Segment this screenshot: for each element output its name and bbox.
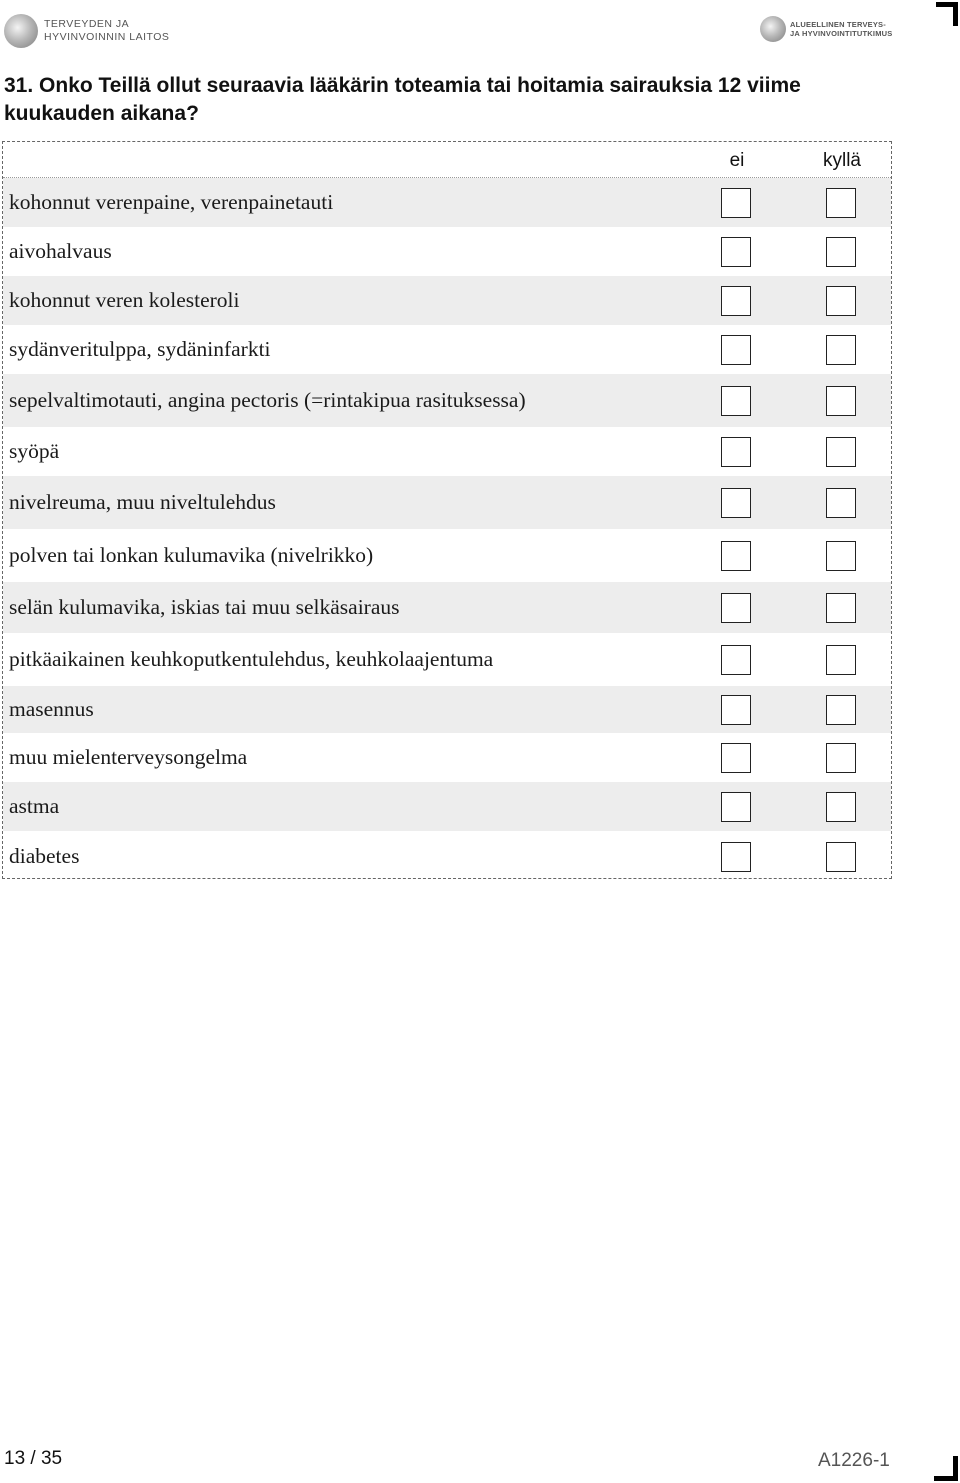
- checkbox-ei[interactable]: [721, 237, 751, 267]
- row-label: sydänveritulppa, sydäninfarkti: [9, 337, 271, 361]
- answer-rows: [3, 178, 891, 882]
- row-label: masennus: [9, 697, 94, 721]
- checkbox-ei[interactable]: [721, 842, 751, 872]
- checkbox-kylla[interactable]: [826, 743, 856, 773]
- row-label: nivelreuma, muu niveltulehdus: [9, 490, 276, 514]
- checkbox-kylla[interactable]: [826, 593, 856, 623]
- ath-logo-line1: ALUEELLINEN TERVEYS-: [790, 20, 886, 29]
- table-row: [3, 782, 891, 831]
- row-label: muu mielenterveysongelma: [9, 745, 248, 769]
- checkbox-kylla[interactable]: [826, 645, 856, 675]
- checkbox-ei[interactable]: [721, 645, 751, 675]
- checkbox-ei[interactable]: [721, 541, 751, 571]
- table-row: [3, 227, 891, 276]
- row-label: pitkäaikainen keuhkoputkentulehdus, keuhkolaajentuma: [9, 647, 494, 671]
- row-label: selän kulumavika, iskias tai muu selkäsairaus: [9, 595, 400, 619]
- column-header-ei: ei: [729, 150, 745, 171]
- checkbox-kylla[interactable]: [826, 335, 856, 365]
- row-label: aivohalvaus: [9, 239, 112, 263]
- checkbox-ei[interactable]: [721, 386, 751, 416]
- ath-logo: [760, 16, 892, 42]
- thl-logo-line1: TERVEYDEN JA: [44, 18, 130, 30]
- table-row: [3, 831, 891, 882]
- checkbox-ei[interactable]: [721, 335, 751, 365]
- thl-logo-icon: [4, 14, 38, 48]
- checkbox-ei[interactable]: [721, 593, 751, 623]
- checkbox-kylla[interactable]: [826, 286, 856, 316]
- form-code: A1226-1: [818, 1450, 890, 1471]
- corner-mark-top-right-v: [953, 2, 958, 26]
- checkbox-ei[interactable]: [721, 695, 751, 725]
- checkbox-kylla[interactable]: [826, 437, 856, 467]
- checkbox-kylla[interactable]: [826, 237, 856, 267]
- table-row: [3, 582, 891, 633]
- row-label: astma: [9, 794, 60, 818]
- table-row: [3, 529, 891, 582]
- checkbox-kylla[interactable]: [826, 188, 856, 218]
- table-row: [3, 733, 891, 782]
- table-row: [3, 427, 891, 476]
- checkbox-ei[interactable]: [721, 488, 751, 518]
- checkbox-ei[interactable]: [721, 286, 751, 316]
- checkbox-kylla[interactable]: [826, 488, 856, 518]
- checkbox-ei[interactable]: [721, 188, 751, 218]
- checkbox-kylla[interactable]: [826, 842, 856, 872]
- question-text: 31. Onko Teillä ollut seuraavia lääkärin toteamia tai hoitamia sairauksia 12 viime kuukauden aikana?: [4, 74, 801, 125]
- row-label: polven tai lonkan kulumavika (nivelrikko): [9, 543, 374, 567]
- table-row: [3, 325, 891, 374]
- ath-logo-icon: [760, 16, 786, 42]
- checkbox-ei[interactable]: [721, 743, 751, 773]
- column-header-kylla: kyllä: [822, 150, 861, 171]
- checkbox-kylla[interactable]: [826, 386, 856, 416]
- checkbox-ei[interactable]: [721, 437, 751, 467]
- checkbox-kylla[interactable]: [826, 695, 856, 725]
- thl-logo-line2: HYVINVOINNIN LAITOS: [44, 31, 170, 43]
- row-label: syöpä: [9, 439, 60, 463]
- corner-mark-bottom-right-v: [953, 1456, 958, 1481]
- checkbox-ei[interactable]: [721, 792, 751, 822]
- ath-logo-line2: JA HYVINVOINTITUTKIMUS: [790, 29, 893, 38]
- row-label: kohonnut verenpaine, verenpainetauti: [9, 190, 334, 214]
- checkbox-kylla[interactable]: [826, 792, 856, 822]
- table-row: [3, 686, 891, 733]
- row-label: diabetes: [9, 844, 80, 868]
- row-label: kohonnut veren kolesteroli: [9, 288, 240, 312]
- row-label: sepelvaltimotauti, angina pectoris (=rintakipua rasituksessa): [9, 388, 526, 412]
- table-row: [3, 276, 891, 325]
- thl-logo: [4, 14, 169, 48]
- table-row: [3, 476, 891, 529]
- table-row: [3, 374, 891, 427]
- checkbox-kylla[interactable]: [826, 541, 856, 571]
- table-row: [3, 178, 891, 227]
- table-row: [3, 633, 891, 686]
- page-number: 13 / 35: [4, 1448, 63, 1469]
